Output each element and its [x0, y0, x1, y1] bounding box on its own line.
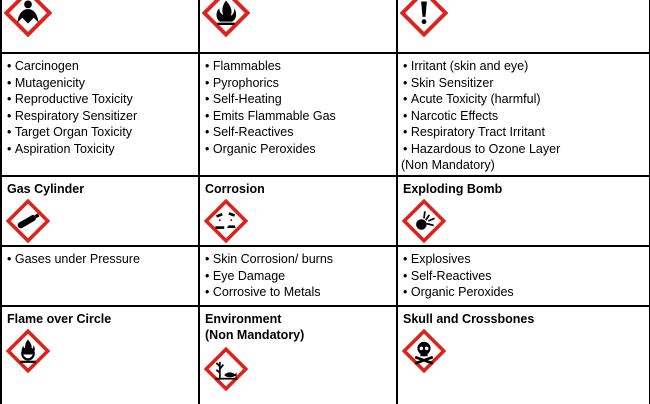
list-item: • Aspiration Toxicity	[7, 141, 193, 158]
gas-cylinder-cell	[2, 177, 200, 247]
exclamation-mark-icon	[400, 0, 448, 37]
flame-over-circle-title: Flame over Circle	[7, 312, 112, 326]
exploding-bomb-icon	[402, 199, 446, 243]
list-item: • Target Organ Toxicity	[7, 124, 193, 141]
corrosion-list	[205, 251, 391, 301]
corrosion-cell	[200, 177, 398, 247]
flame-over-circle-icon	[6, 329, 50, 373]
list-item: • Eye Damage	[205, 268, 391, 285]
flame-over-circle-cell	[2, 307, 200, 404]
skull-crossbones-title: Skull and Crossbones	[403, 312, 535, 326]
environment-cell	[200, 307, 398, 404]
list-item: • Self-Reactives	[403, 268, 644, 285]
list-item: • Respiratory Sensitizer	[7, 108, 193, 125]
gas-cylinder-title: Gas Cylinder	[7, 182, 85, 196]
list-item: • Acute Toxicity (harmful)	[403, 91, 644, 108]
exclamation-list	[403, 58, 644, 157]
skull-crossbones-cell	[398, 307, 650, 404]
health-hazard-list-cell	[2, 54, 200, 177]
environment-icon	[204, 347, 248, 391]
list-item: • Carcinogen	[7, 58, 193, 75]
health-hazard-list	[7, 58, 193, 157]
list-item: • Irritant (skin and eye)	[403, 58, 644, 75]
corrosion-icon	[204, 199, 248, 243]
exploding-bomb-list	[403, 251, 644, 301]
list-item: • Skin Corrosion/ burns	[205, 251, 391, 268]
flame-icon	[202, 0, 250, 37]
list-item: • Reproductive Toxicity	[7, 91, 193, 108]
list-item: • Flammables	[205, 58, 391, 75]
list-item: • Emits Flammable Gas	[205, 108, 391, 125]
flame-list-cell	[200, 54, 398, 177]
flame-cell	[200, 0, 398, 54]
list-item: • Self-Heating	[205, 91, 391, 108]
corrosion-title: Corrosion	[205, 182, 265, 196]
corrosion-list-cell	[200, 247, 398, 307]
list-item: • Self-Reactives	[205, 124, 391, 141]
exploding-bomb-list-cell	[398, 247, 650, 307]
list-item: • Skin Sensitizer	[403, 75, 644, 92]
skull-crossbones-icon	[402, 329, 446, 373]
health-hazard-cell	[2, 0, 200, 54]
gas-cylinder-icon	[6, 199, 50, 243]
flame-list	[205, 58, 391, 157]
environment-subtitle: (Non Mandatory)	[205, 328, 305, 342]
list-item: • Corrosive to Metals	[205, 284, 391, 301]
exploding-bomb-cell	[398, 177, 650, 247]
list-item: • Organic Peroxides	[205, 141, 391, 158]
exclamation-list-cell	[398, 54, 650, 177]
gas-cylinder-list	[7, 251, 193, 268]
list-item: • Organic Peroxides	[403, 284, 644, 301]
list-item: • Gases under Pressure	[7, 251, 193, 268]
list-item: • Pyrophorics	[205, 75, 391, 92]
list-item: • Narcotic Effects	[403, 108, 644, 125]
health-hazard-icon	[4, 0, 52, 37]
exclamation-cell	[398, 0, 650, 54]
list-item: • Mutagenicity	[7, 75, 193, 92]
exploding-bomb-title: Exploding Bomb	[403, 182, 503, 196]
list-item: • Explosives	[403, 251, 644, 268]
gas-cylinder-list-cell	[2, 247, 200, 307]
list-item: • Hazardous to Ozone Layer	[403, 141, 644, 158]
non-mandatory-note: (Non Mandatory)	[401, 158, 495, 172]
list-item: • Respiratory Tract Irritant	[403, 124, 644, 141]
environment-title: Environment	[205, 312, 282, 326]
